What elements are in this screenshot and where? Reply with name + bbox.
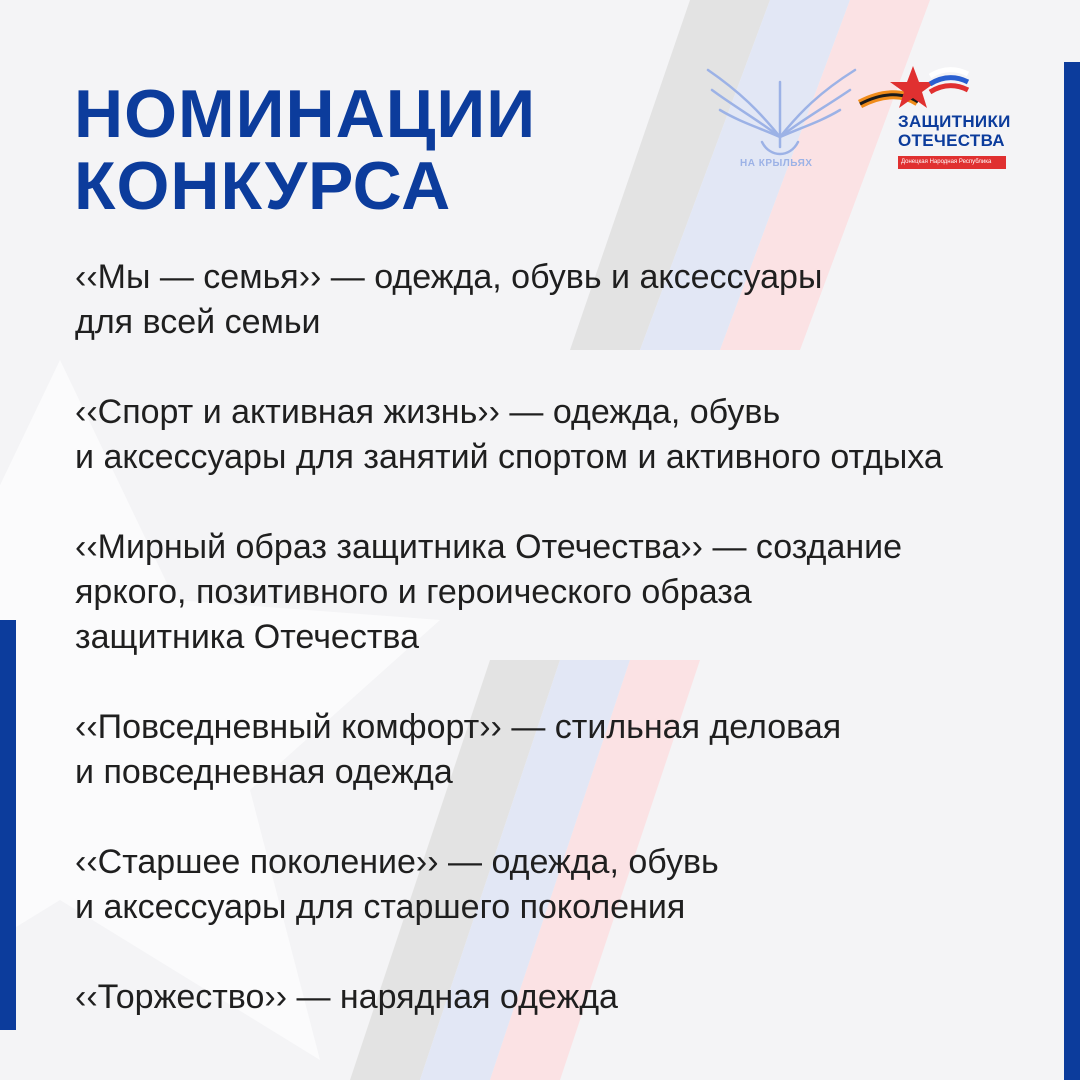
title-line-2: КОНКУРСА [74,148,452,224]
defenders-logo-line-2: ОТЕЧЕСТВА [898,131,1005,150]
star-ribbon-icon [858,62,978,117]
nomination-line: и аксессуары для старшего поколения [75,888,686,926]
nomination-item [75,840,1055,930]
nomination-line: и аксессуары для занятий спортом и активного отдыха [75,438,943,476]
page-title [74,78,536,222]
nomination-line: ‹‹Повседневный комфорт›› — стильная деловая [75,708,842,746]
nomination-line: яркого, позитивного и героического образа [75,573,752,611]
nomination-line: ‹‹Мирный образ защитника Отечества›› — создание [75,528,903,566]
title-line-1: НОМИНАЦИИ [74,76,537,152]
nomination-line: ‹‹Мы — семья›› — одежда, обувь и аксессуары [75,258,823,296]
nomination-item [75,255,1055,345]
zashchitniki-otechestva-logo [858,62,1048,177]
nomination-line: ‹‹Спорт и активная жизнь›› — одежда, обувь [75,393,781,431]
defenders-logo-region: Донецкая Народная Республика [898,156,1006,169]
defenders-logo-text [898,112,1011,150]
right-edge-bar [1064,62,1080,1080]
nomination-item [75,705,1055,795]
nominations-list [75,255,1055,1065]
na-krylyakh-logo [700,62,865,177]
nomination-line: для всей семьи [75,303,321,341]
nomination-line: ‹‹Торжество›› — нарядная одежда [75,978,618,1016]
nomination-line: защитника Отечества [75,618,419,656]
nomination-item [75,525,1055,660]
left-edge-bar [0,620,16,1030]
nomination-line: и повседневная одежда [75,753,453,791]
wings-icon [700,62,865,162]
wings-logo-caption: НА КРЫЛЬЯХ [740,158,813,169]
nomination-item [75,390,1055,480]
nomination-item [75,975,1055,1020]
nomination-line: ‹‹Старшее поколение›› — одежда, обувь [75,843,719,881]
defenders-logo-line-1: ЗАЩИТНИКИ [898,112,1011,131]
